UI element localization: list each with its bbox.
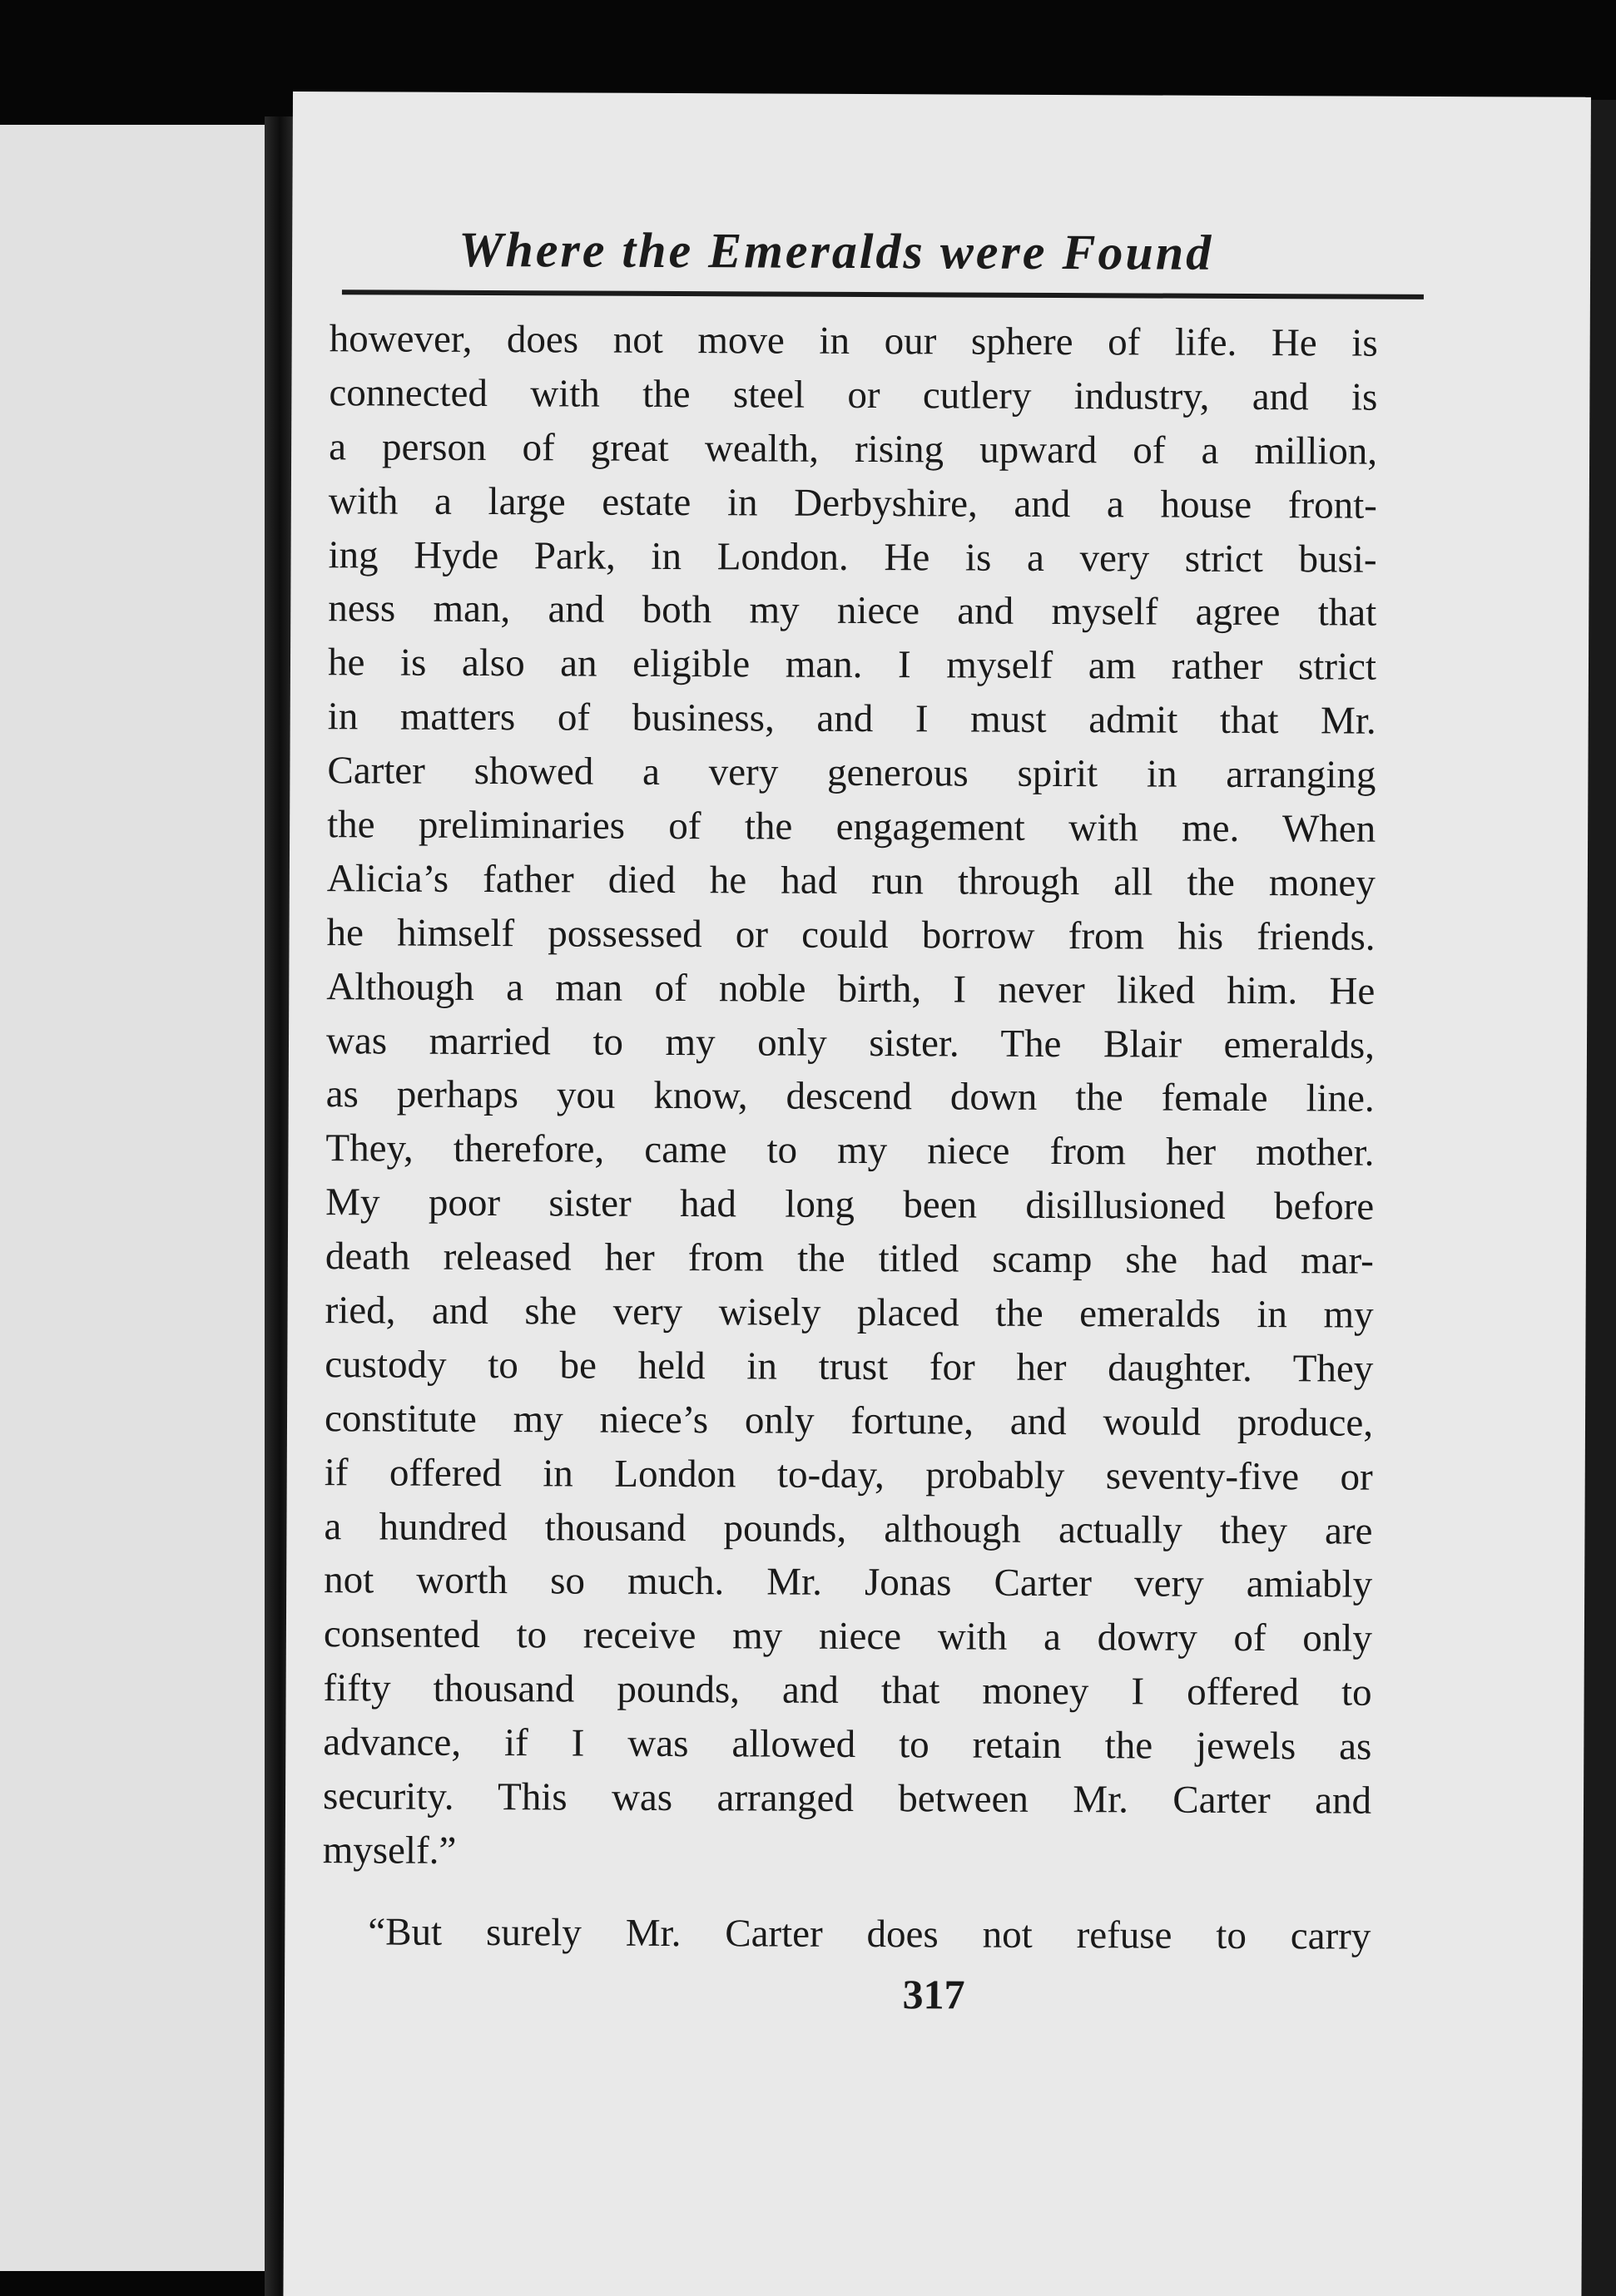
text-line: My poor sister had long been disillusioned before — [325, 1180, 1375, 1229]
text-line: Although a man of noble birth, I never liked him. He — [326, 964, 1376, 1013]
text-line: fifty thousand pounds, and that money I offered to — [323, 1666, 1372, 1715]
running-head: Where the Emeralds were Found — [459, 221, 1214, 280]
text-line: ing Hyde Park, in London. He is a very strict busi- — [328, 532, 1377, 581]
text-line: if offered in London to-day, probably seventy-five or — [324, 1450, 1373, 1499]
text-line: a person of great wealth, rising upward of a million, — [329, 424, 1378, 473]
text-line: ness man, and both my niece and myself agree that — [328, 586, 1377, 636]
text-line: as perhaps you know, descend down the female line. — [325, 1072, 1375, 1121]
body-paragraph — [323, 312, 1378, 1882]
text-line: however, does not move in our sphere of life. He is — [329, 317, 1378, 365]
text-line: security. This was arranged between Mr. Carter and — [322, 1774, 1372, 1823]
text-line: connected with the steel or cutlery industry, and is — [329, 371, 1378, 419]
page-number: 317 — [902, 1971, 965, 2018]
text-line: consented to receive my niece with a dowry of only — [323, 1612, 1373, 1661]
text-line: constitute my niece’s only fortune, and would produce, — [324, 1396, 1374, 1445]
text-line: custody to be held in trust for her daughter. They — [325, 1343, 1374, 1391]
text-line: death released her from the titled scamp she had mar- — [325, 1235, 1374, 1283]
next-paragraph-start: “But surely Mr. Carter does not refuse to carry — [368, 1910, 1371, 1958]
text-line: he himself possessed or could borrow from his friends. — [326, 910, 1376, 959]
text-line: ried, and she very wisely placed the emeralds in my — [325, 1289, 1374, 1337]
text-line: the preliminaries of the engagement with me. When — [327, 803, 1376, 851]
text-line: myself.” — [322, 1828, 457, 1873]
text-line: They, therefore, came to my niece from her mother. — [325, 1126, 1375, 1175]
header-rule — [342, 289, 1424, 299]
left-blank-page — [0, 125, 265, 2271]
text-line: a hundred thousand pounds, although actually they are — [324, 1504, 1373, 1553]
text-line: was married to my only sister. The Blair emeralds, — [325, 1018, 1376, 1067]
text-line: he is also an eligible man. I myself am rather strict — [327, 641, 1377, 690]
text-line: in matters of business, and I must admit that Mr. — [327, 695, 1376, 743]
text-line: with a large estate in Derbyshire, and a house front- — [328, 478, 1377, 527]
text-line: Alicia’s father died he had run through all the money — [326, 857, 1376, 905]
text-line: advance, if I was allowed to retain the jewels as — [323, 1720, 1372, 1769]
book-page — [283, 92, 1591, 2296]
text-line: Carter showed a very generous spirit in arranging — [327, 749, 1376, 797]
text-line: not worth so much. Mr. Jonas Carter very amiably — [324, 1558, 1373, 1607]
